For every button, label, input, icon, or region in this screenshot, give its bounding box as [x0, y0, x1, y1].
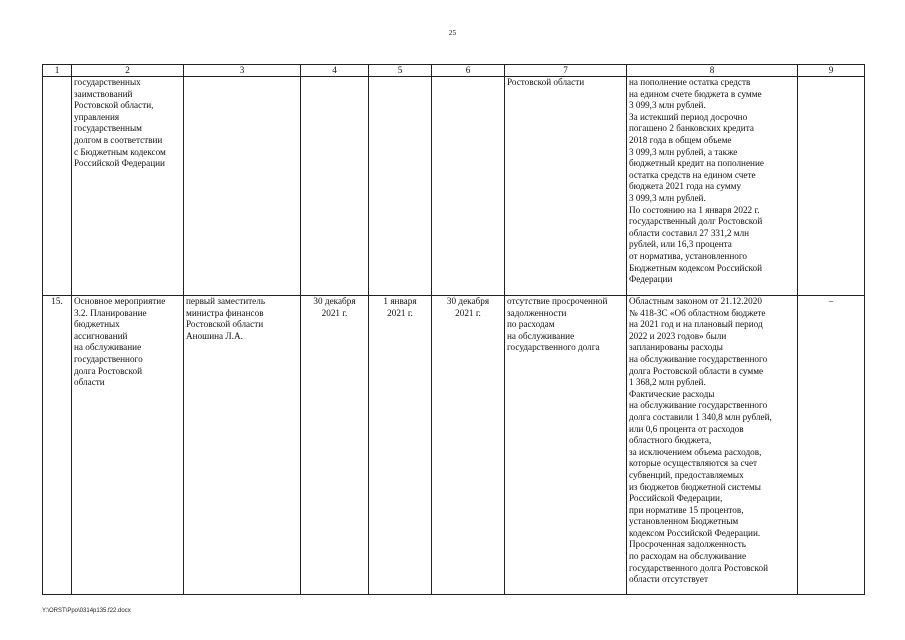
table-row: [43, 296, 865, 595]
column-header: 6: [432, 65, 505, 77]
column-header: 1: [43, 65, 72, 77]
actual-result-cell: Областным законом от 21.12.2020 № 418-ЗС «Об областном бюджете на 2021 год и на плановый период 2022 и 2023 годов» были запланированы расходы на обслуживание государственного долга Ростовской области в сумме 1 368,2 млн рублей. Фактические расходы на обслуживание государственного долга составили 1 340,8 млн рублей, или 0,6 процента от расходов областного бюджета, за исключением объема расходов, которые осуществляются за счет субвенций, предоставляемых из бюджетов бюджетной системы Российской Федерации, при нормативе 15 процентов, установленном Бюджетным кодексом Российской Федерации. Просроченная задолженность по расходам на обслуживание государственного долга Ростовской области отсутствует: [627, 296, 798, 595]
column-header: 3: [184, 65, 301, 77]
actual-end-date-cell: [432, 77, 505, 296]
activity-name-cell: Основное мероприятие 3.2. Планирование бюджетных ассигнований на обслуживание государственного долга Ростовской области: [72, 296, 184, 595]
column-header: 4: [301, 65, 369, 77]
column-number-row: [43, 65, 865, 77]
file-path-footer: Y:\ORST\Ppo\0314p135.f22.docx: [42, 608, 131, 614]
table-row: [43, 77, 865, 296]
column-header: 2: [72, 65, 184, 77]
actual-start-date-cell: 1 января 2021 г.: [369, 296, 432, 595]
actual-end-date-cell: 30 декабря 2021 г.: [432, 296, 505, 595]
planned-result-cell: Ростовской области: [505, 77, 627, 296]
column-header: 8: [627, 65, 798, 77]
row-number-cell: 15.: [43, 296, 72, 595]
planned-end-date-cell: [301, 77, 369, 296]
actual-result-cell: на пополнение остатка средств на едином счете бюджета в сумме 3 099,3 млн рублей. За истекший период досрочно погашено 2 банковских кредита 2018 года в общем объеме 3 099,3 млн рублей, а также бюджетный кредит на пополнение остатка средств на едином счете бюджета 2021 года на сумму 3 099,3 млн рублей. По состоянию на 1 января 2022 г. государственный долг Ростовской области составил 27 331,2 млн рублей, или 16,3 процента от норматива, установленного Бюджетным кодексом Российской Федерации: [627, 77, 798, 296]
column-header: 9: [798, 65, 865, 77]
page-number: 25: [448, 28, 457, 37]
reasons-cell: [798, 77, 865, 296]
reasons-cell: –: [798, 296, 865, 595]
planned-end-date-cell: 30 декабря 2021 г.: [301, 296, 369, 595]
planned-result-cell: отсутствие просроченной задолженности по расходам на обслуживание государственного долга: [505, 296, 627, 595]
column-header: 5: [369, 65, 432, 77]
responsible-cell: первый заместитель министра финансов Ростовской области Аношина Л.А.: [184, 296, 301, 595]
column-header: 7: [505, 65, 627, 77]
responsible-cell: [184, 77, 301, 296]
actual-start-date-cell: [369, 77, 432, 296]
report-table: [42, 64, 865, 595]
row-number-cell: [43, 77, 72, 296]
activity-name-cell: государственных заимствований Ростовской области, управления государственным долгом в соответствии с Бюджетным кодексом Российской Федерации: [72, 77, 184, 296]
